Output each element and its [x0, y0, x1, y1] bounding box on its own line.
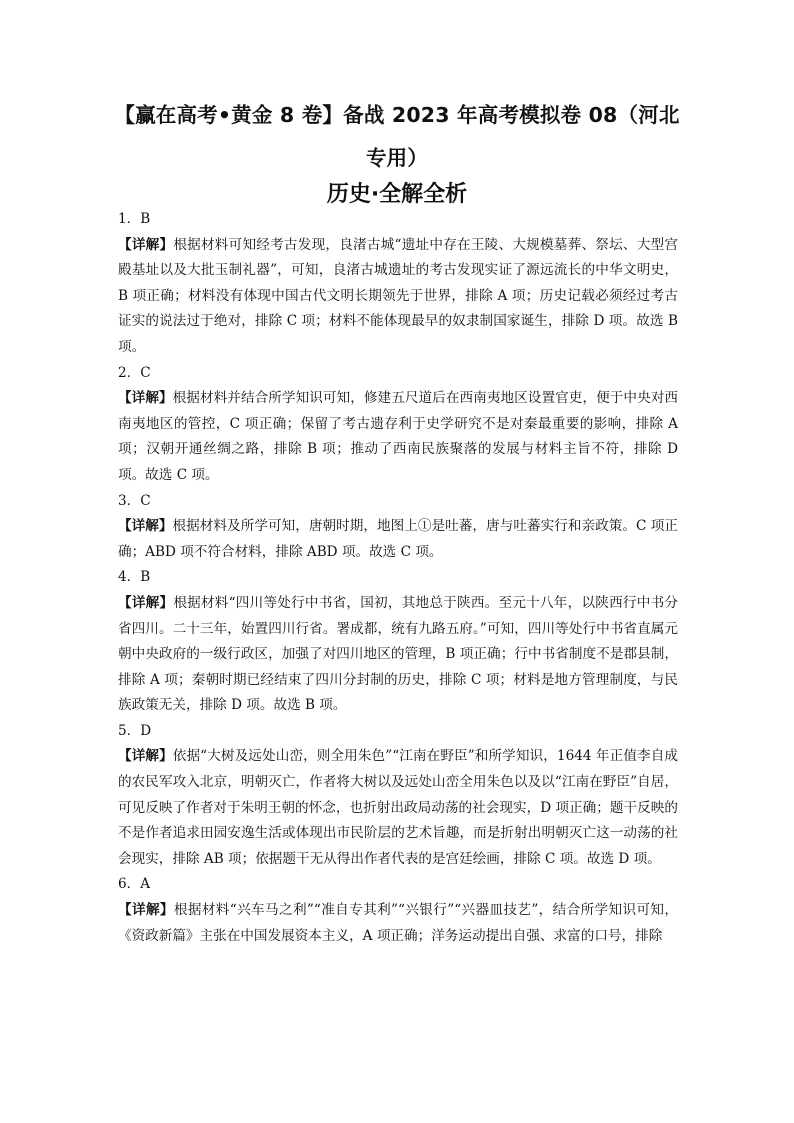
analysis-tag: 【详解】: [118, 748, 173, 765]
question-2-analysis: [118, 386, 678, 488]
question-1-answer: 1．B: [118, 211, 151, 227]
question-4-analysis: [118, 591, 678, 719]
question-6-answer: 6．A: [118, 876, 151, 893]
question-3-analysis: [118, 514, 678, 565]
question-6-analysis-text: 根据材料“兴车马之利”“准自专其利”“兴银行”“兴器皿技艺”，结合所学知识可知，《资政新篇》主张在中国发展资本主义，A 项正确；洋务运动提出自强、求富的口号，排除: [118, 902, 678, 944]
answer-analysis-list: [118, 207, 678, 949]
question-2-analysis-text: 根据材料并结合所学知识可知，修建五尺道后在西南夷地区设置官吏，便于中央对西南夷地区的管控，C 项正确；保留了考古遗存利于史学研究不是对秦最重要的影响，排除 A 项；汉朝开通丝绸之路，排除 B 项；推动了西南民族聚落的发展与材料主旨不符，排除 D 项。故选 C 项。: [118, 390, 678, 483]
question-1-analysis: [118, 233, 678, 361]
question-4-answer: 4．B: [118, 569, 151, 586]
document-title: 【赢在高考•黄金 8 卷】备战 2023 年高考模拟卷 08（河北专用）: [114, 103, 680, 170]
question-4-analysis-text: 根据材料“四川等处行中书省，国初，其地总于陕西。至元十八年，以陕西行中书分省四川。二十三年，始置四川行省。署成都，统有九路五府。”可知，四川等处行中书省直属元朝中央政府的一级行政区，加强了对四川地区的管理，B 项正确；行中书省制度不是郡县制，排除 A 项；秦朝时期已经结束了四川分封制的历史，排除 C 项；材料是地方管理制度，与民族政策无关，排除 D 项。故选 B 项。: [118, 594, 679, 714]
analysis-tag: 【详解】: [118, 594, 174, 611]
analysis-tag: 【详解】: [118, 390, 173, 407]
question-3-answer: 3．C: [118, 492, 151, 509]
analysis-tag: 【详解】: [118, 902, 174, 919]
question-5-analysis: [118, 744, 678, 872]
document-subtitle: 历史·全解全析: [326, 182, 468, 207]
analysis-tag: 【详解】: [118, 236, 174, 253]
question-6-analysis: [118, 898, 678, 949]
question-5-answer: 5．D: [118, 722, 152, 739]
analysis-tag: 【详解】: [118, 518, 173, 535]
question-3-analysis-text: 根据材料及所学可知，唐朝时期，地图上①是吐蕃，唐与吐蕃实行和亲政策。C 项正确；ABD 项不符合材料，排除 ABD 项。故选 C 项。: [118, 518, 678, 560]
question-2-answer: 2．C: [118, 364, 151, 381]
question-1-analysis-text: 根据材料可知经考古发现，良渚古城“遗址中存在王陵、大规模墓葬、祭坛、大型宫殿基址以及大批玉制礼器”，可知，良渚古城遗址的考古发现实证了源远流长的中华文明史，B 项正确；材料没有体现中国古代文明长期领先于世界，排除 A 项；历史记载必须经过考古证实的说法过于绝对，排除 C 项；材料不能体现最早的奴隶制国家诞生，排除 D 项。故选 B 项。: [118, 236, 679, 355]
question-5-analysis-text: 依据“大树及远处山峦，则全用朱色”“江南在野臣”和所学知识，1644 年正值李自成的农民军攻入北京，明朝灭亡，作者将大树以及远处山峦全用朱色以及以“江南在野臣”自居，可见反映了作者对于朱明王朝的怀念，也折射出政局动荡的社会现实，D 项正确；题干反映的不是作者追求田园安逸生活或体现出市民阶层的艺术旨趣，而是折射出明朝灭亡这一动荡的社会现实，排除 AB 项；依据题干无从得出作者代表的是宫廷绘画，排除 C 项。故选 D 项。: [118, 748, 678, 867]
